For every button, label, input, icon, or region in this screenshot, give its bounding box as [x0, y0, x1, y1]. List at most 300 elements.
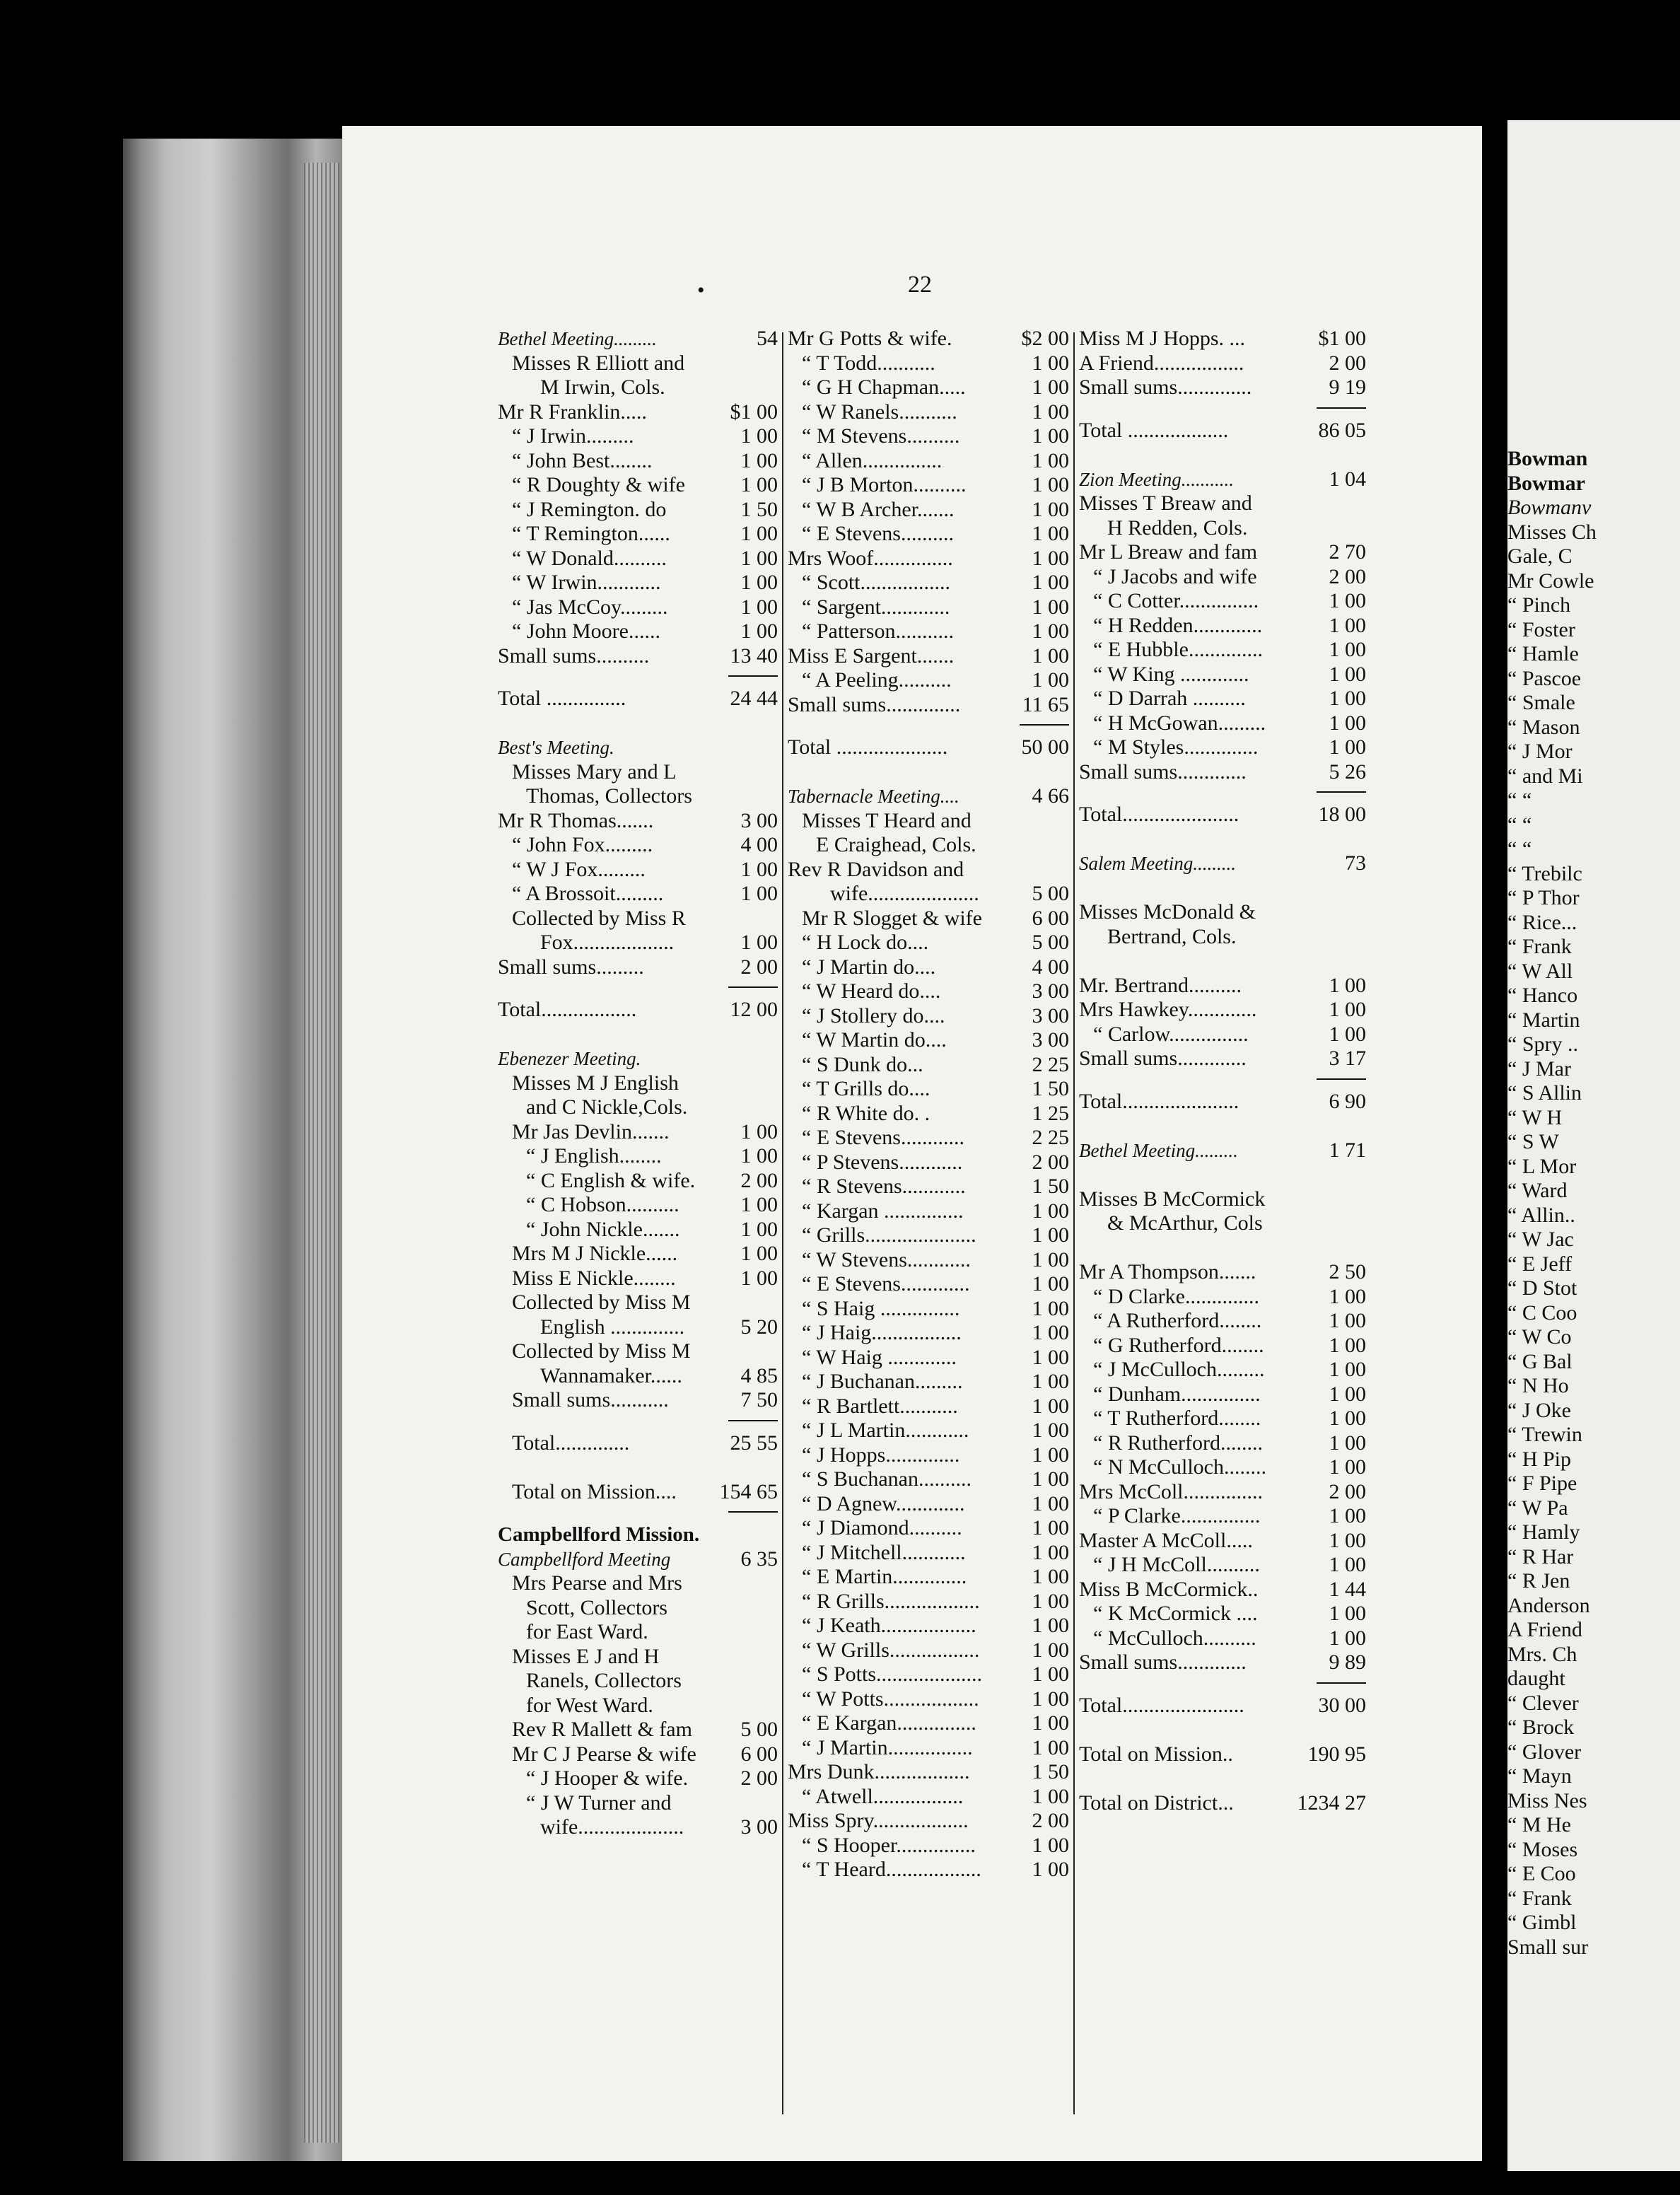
- entry-name: Small sums...........: [512, 1388, 669, 1411]
- ledger-line: [788, 735, 1069, 760]
- right-page-line: “ and Mi: [1507, 764, 1583, 788]
- ledger-line: [498, 424, 778, 449]
- ledger-line: [788, 522, 1069, 547]
- entry-amount: 190 95: [1307, 1742, 1366, 1766]
- entry-name: “ R Rutherford........: [1093, 1431, 1263, 1455]
- entry-amount: 1 00: [740, 1242, 778, 1265]
- ledger-line: [498, 1815, 778, 1840]
- ledger-line: [498, 1431, 778, 1456]
- right-page-line: “ Hamly: [1507, 1520, 1580, 1544]
- ledger-line: [498, 735, 778, 760]
- entry-amount: 1 00: [1329, 973, 1366, 997]
- ledger-line: [1079, 638, 1366, 663]
- entry-amount: [1363, 443, 1366, 467]
- entry-amount: 5 20: [740, 1315, 778, 1339]
- entry-name: wife.....................: [830, 882, 979, 905]
- entry-name: “ J L Martin............: [802, 1419, 969, 1442]
- ledger-line: [1079, 1602, 1366, 1626]
- entry-amount: [1066, 833, 1069, 858]
- ledger-line: [1079, 1553, 1366, 1578]
- spacer: [1079, 949, 1366, 974]
- entry-name: “ S Hooper...............: [802, 1833, 976, 1857]
- entry-amount: 1 00: [1329, 1333, 1366, 1357]
- ledger-line: [788, 571, 1069, 595]
- right-page-line: “ Pascoe: [1507, 666, 1582, 690]
- entry-name: Mr R Franklin.....: [498, 400, 647, 424]
- entry-name: [1079, 1236, 1363, 1261]
- entry-name: “ W Haig .............: [802, 1345, 957, 1369]
- ledger-line: [788, 1541, 1069, 1566]
- ledger-line: [498, 1364, 778, 1389]
- entry-name: [1079, 1114, 1363, 1139]
- ledger-line: [498, 1193, 778, 1218]
- entry-amount: 1 00: [1032, 1711, 1069, 1735]
- entry-name: Mr C J Pearse & wife: [512, 1742, 696, 1766]
- entry-amount: 1 00: [1032, 1516, 1069, 1539]
- ledger-line: [498, 1547, 778, 1572]
- ledger-line: [1079, 1742, 1366, 1767]
- spacer: [498, 1455, 778, 1480]
- ledger-line: [1079, 900, 1366, 925]
- right-page-line: “ Trewin: [1507, 1423, 1582, 1446]
- entry-name: Fox...................: [540, 931, 675, 954]
- entry-name: Small sums.............: [1079, 1650, 1247, 1674]
- entry-amount: 1 00: [1032, 424, 1069, 448]
- entry-name: “ John Moore......: [512, 619, 660, 643]
- ledger-line: [1079, 1650, 1366, 1675]
- ledger-line: [1079, 1407, 1366, 1431]
- ledger-line: [498, 1267, 778, 1291]
- right-page-line: “ L Mor: [1507, 1154, 1577, 1178]
- ledger-line: [788, 833, 1069, 858]
- entry-amount: 1 00: [1032, 1784, 1069, 1808]
- entry-name: “ McCulloch..........: [1093, 1626, 1256, 1650]
- ledger-line: [498, 1047, 778, 1071]
- ledger-line: [788, 1151, 1069, 1175]
- ledger-line: [1079, 1090, 1366, 1114]
- entry-amount: 1 44: [1329, 1577, 1366, 1601]
- entry-amount: 2 00: [1329, 351, 1366, 375]
- entry-amount: 1 00: [1032, 1663, 1069, 1686]
- ledger-line: [498, 955, 778, 980]
- entry-name: [1079, 1766, 1363, 1791]
- ledger-line: [788, 1419, 1069, 1443]
- entry-amount: 2 00: [1329, 1479, 1366, 1503]
- entry-name: [498, 1504, 728, 1522]
- entry-amount: 1 00: [1032, 1614, 1069, 1637]
- ledger-line: [788, 668, 1069, 693]
- entry-name: Mr A Thompson.......: [1079, 1260, 1256, 1283]
- ledger-line: [498, 833, 778, 858]
- entry-amount: [775, 1047, 778, 1071]
- entry-amount: [775, 375, 778, 400]
- entry-amount: 9 19: [1329, 375, 1366, 399]
- entry-amount: 73: [1345, 851, 1366, 875]
- entry-name: “ N McCulloch........: [1093, 1455, 1266, 1479]
- entry-amount: 1 00: [740, 619, 778, 643]
- entry-amount: 1 00: [740, 448, 778, 472]
- entry-amount: [775, 1071, 778, 1096]
- ledger-line: [1079, 1309, 1366, 1334]
- right-page-line: “ Smale: [1507, 691, 1575, 714]
- entry-name: Salem Meeting.........: [1079, 853, 1236, 874]
- ledger-line: [1079, 760, 1366, 785]
- right-page-line: “ Frank: [1507, 1886, 1572, 1910]
- entry-amount: 5 26: [1329, 759, 1366, 784]
- entry-amount: 13 40: [730, 644, 778, 668]
- column-divider-2: [1073, 332, 1075, 2114]
- entry-amount: 1 00: [1329, 1431, 1366, 1455]
- spacer: [1079, 1163, 1366, 1187]
- entry-amount: [775, 1291, 778, 1315]
- entry-amount: 1 00: [1032, 1491, 1069, 1515]
- entry-amount: 1 00: [1032, 1858, 1069, 1881]
- entry-name: E Craighead, Cols.: [816, 833, 976, 856]
- rule-line: [1317, 1078, 1366, 1080]
- entry-name: Small sums..........: [498, 644, 650, 668]
- right-page-line: “ D Stot: [1507, 1276, 1577, 1300]
- entry-name: [498, 668, 728, 687]
- entry-name: “ E Stevens............: [802, 1126, 964, 1149]
- entry-name: [788, 717, 1020, 735]
- ledger-line: [788, 931, 1069, 955]
- entry-amount: 6 00: [1032, 906, 1069, 930]
- entry-amount: [1363, 1187, 1366, 1212]
- entry-name: “ S Potts....................: [802, 1663, 983, 1686]
- entry-amount: 1 50: [1032, 1760, 1069, 1783]
- entry-name: Tabernacle Meeting....: [788, 786, 959, 807]
- ledger-line: [788, 1492, 1069, 1517]
- ledger-line: [1079, 735, 1366, 760]
- page-stack-texture: [304, 163, 339, 2143]
- entry-name: “ H Redden.............: [1093, 613, 1263, 637]
- ledger-line: [498, 375, 778, 400]
- spacer: [1079, 827, 1366, 852]
- ledger-line: [788, 1516, 1069, 1541]
- entry-amount: 1 00: [1032, 1419, 1069, 1442]
- entry-name: “ T Heard..................: [802, 1858, 981, 1881]
- entry-name: Mrs Dunk..................: [788, 1760, 970, 1783]
- entry-name: “ W Ranels...........: [802, 400, 957, 424]
- entry-name: “ P Stevens............: [802, 1150, 963, 1174]
- entry-amount: 1 00: [1032, 571, 1069, 594]
- entry-name: Rev R Mallett & fam: [512, 1718, 692, 1741]
- entry-amount: 1234 27: [1297, 1791, 1366, 1815]
- entry-amount: [1363, 949, 1366, 974]
- entry-amount: $1 00: [1318, 327, 1366, 350]
- entry-amount: 1 00: [1032, 1370, 1069, 1393]
- right-page-line: “ Frank: [1507, 935, 1572, 958]
- entry-amount: 1 00: [1032, 1223, 1069, 1247]
- ledger-line: [498, 547, 778, 571]
- entry-name: “ J W Turner and: [526, 1791, 672, 1815]
- ledger-line: [788, 1053, 1069, 1078]
- entry-name: “ C Cotter...............: [1093, 589, 1259, 612]
- right-page-line: “ Moses: [1507, 1837, 1578, 1861]
- entry-amount: [775, 1596, 778, 1621]
- entry-name: “ J English........: [526, 1144, 662, 1168]
- entry-amount: 4 00: [740, 833, 778, 856]
- entry-amount: 2 00: [740, 1168, 778, 1192]
- entry-amount: 1 00: [1329, 1022, 1366, 1046]
- entry-amount: 6 00: [740, 1742, 778, 1766]
- entry-amount: 1 00: [1032, 1394, 1069, 1418]
- ledger-line: [788, 424, 1069, 449]
- entry-amount: 1 00: [740, 595, 778, 619]
- entry-amount: [1066, 858, 1069, 883]
- entry-name: “ E Stevens..........: [802, 522, 954, 545]
- ledger-line: [1079, 1260, 1366, 1285]
- entry-amount: 1 71: [1329, 1138, 1366, 1162]
- ledger-line: [1079, 1694, 1366, 1718]
- entry-amount: [1363, 827, 1366, 852]
- ledger-line: [1079, 1285, 1366, 1310]
- entry-amount: 1 00: [1032, 1565, 1069, 1588]
- entry-name: for West Ward.: [526, 1693, 653, 1717]
- entry-name: “ J McCulloch.........: [1093, 1358, 1265, 1381]
- ledger-line: [788, 498, 1069, 523]
- entry-amount: 1 00: [740, 857, 778, 881]
- ledger-line: [1079, 1047, 1366, 1071]
- ledger-line: [788, 327, 1069, 351]
- entry-name: [1079, 1071, 1317, 1090]
- entry-amount: 1 00: [1329, 998, 1366, 1021]
- ledger-line: [1079, 1480, 1366, 1505]
- entry-name: “ J Martin do....: [802, 955, 936, 979]
- entry-amount: 2 25: [1032, 1126, 1069, 1149]
- entry-amount: 1 00: [1032, 619, 1069, 643]
- right-page-line: “ Foster: [1507, 617, 1575, 641]
- rule-line: [728, 986, 778, 988]
- entry-name: Total.......................: [1079, 1693, 1244, 1717]
- entry-amount: 1 00: [1329, 1407, 1366, 1430]
- ledger-line: [788, 1297, 1069, 1322]
- entry-name: Ebenezer Meeting.: [498, 1048, 641, 1069]
- entry-amount: 2 00: [740, 1766, 778, 1790]
- spacer: [1079, 1718, 1366, 1742]
- entry-amount: 2 70: [1329, 540, 1366, 564]
- entry-amount: 1 00: [1329, 613, 1366, 637]
- right-page-line: “ G Bal: [1507, 1349, 1573, 1373]
- entry-name: “ W B Archer.......: [802, 497, 955, 521]
- right-page-line: “ Allin..: [1507, 1203, 1575, 1227]
- ledger-line: [1079, 540, 1366, 565]
- ledger-line: [788, 1102, 1069, 1126]
- right-page-line: “ J Oke: [1507, 1398, 1571, 1422]
- ledger-line: [498, 522, 778, 547]
- right-page-line: “ W Jac: [1507, 1228, 1574, 1251]
- entry-amount: 3 00: [740, 1815, 778, 1839]
- ledger-line: [788, 1638, 1069, 1663]
- ledger-line: [498, 907, 778, 931]
- entry-amount: 2 00: [1032, 1150, 1069, 1174]
- entry-name: “ W J Fox.........: [512, 857, 646, 881]
- entry-name: [1079, 949, 1363, 974]
- entry-amount: 1 00: [1032, 448, 1069, 472]
- ledger-line: [788, 1711, 1069, 1736]
- entry-name: “ C Hobson..........: [526, 1193, 679, 1216]
- right-page-line: daught: [1507, 1667, 1565, 1690]
- right-page-line: Miss Nes: [1507, 1788, 1587, 1812]
- entry-name: “ T Rutherford........: [1093, 1407, 1261, 1430]
- ledger-line: [788, 858, 1069, 883]
- entry-amount: 1 00: [1032, 1589, 1069, 1613]
- entry-amount: 86 05: [1318, 418, 1366, 442]
- ledger-line: [1079, 998, 1366, 1023]
- entry-name: Bertrand, Cols.: [1107, 924, 1237, 948]
- ledger-line: [498, 1388, 778, 1413]
- entry-amount: 5 00: [1032, 931, 1069, 954]
- entry-name: Miss Spry..................: [788, 1809, 969, 1832]
- right-page-line: “ Gimbl: [1507, 1911, 1577, 1934]
- entry-name: “ T Grills do....: [802, 1077, 931, 1100]
- entry-name: Mr. Bertrand..........: [1079, 973, 1242, 997]
- entry-amount: 2 00: [1032, 1809, 1069, 1832]
- entry-name: “ J Mitchell............: [802, 1540, 966, 1564]
- entry-amount: [775, 907, 778, 931]
- entry-name: “ W Grills.................: [802, 1638, 980, 1662]
- total-rule: [1079, 400, 1366, 419]
- ledger-line: [498, 1694, 778, 1718]
- ledger-line: [788, 375, 1069, 400]
- right-page-line: “ S Allin: [1507, 1081, 1582, 1105]
- right-page-line: Bowmar: [1507, 471, 1585, 495]
- entry-amount: 3 00: [740, 808, 778, 832]
- ledger-line: [788, 1370, 1069, 1395]
- entry-name: “ Sargent.............: [802, 595, 950, 619]
- entry-name: “ E Kargan...............: [802, 1711, 976, 1735]
- entry-name: “ J Martin................: [802, 1735, 973, 1759]
- entry-name: Misses R Elliott and: [512, 351, 685, 375]
- entry-amount: 2 00: [740, 955, 778, 979]
- entry-name: “ D Darrah ..........: [1093, 687, 1246, 710]
- right-page-line: “ W Co: [1507, 1325, 1572, 1349]
- ledger-line: [788, 547, 1069, 571]
- right-page-line: “ R Jen: [1507, 1569, 1570, 1593]
- ledger-line: [1079, 614, 1366, 639]
- entry-amount: 1 00: [1032, 1443, 1069, 1467]
- entry-name: “ J Jacobs and wife: [1093, 564, 1257, 588]
- entry-amount: [1363, 925, 1366, 950]
- entry-name: “ M Styles..............: [1093, 735, 1259, 759]
- right-page-line: “ “: [1507, 837, 1532, 861]
- ledger-line: [1079, 1187, 1366, 1212]
- right-page-line: “ Ward: [1507, 1179, 1568, 1202]
- ledger-line: [1079, 516, 1366, 541]
- entry-name: Misses T Breaw and: [1079, 491, 1252, 515]
- ledger-line: [788, 400, 1069, 425]
- entry-amount: [1363, 491, 1366, 516]
- entry-amount: 3 00: [1032, 1003, 1069, 1027]
- entry-name: [1079, 1675, 1317, 1694]
- entry-amount: 1 00: [1329, 1504, 1366, 1527]
- spacer: [1079, 876, 1366, 901]
- ledger-line: [498, 1620, 778, 1645]
- ledger-line: [1079, 375, 1366, 400]
- entry-name: “ Scott.................: [802, 571, 950, 594]
- entry-name: Small sums.........: [498, 955, 644, 979]
- entry-name: [498, 1023, 775, 1047]
- entry-amount: 1 00: [1329, 1284, 1366, 1308]
- entry-amount: 1 00: [1032, 1199, 1069, 1223]
- entry-name: [498, 1413, 728, 1431]
- entry-name: “ D Clarke..............: [1093, 1284, 1259, 1308]
- entry-name: “ J H McColl..........: [1093, 1553, 1260, 1576]
- entry-amount: 6 90: [1329, 1089, 1366, 1113]
- entry-name: “ W Heard do....: [802, 979, 941, 1003]
- entry-name: “ Kargan ...............: [802, 1199, 964, 1223]
- ledger-line: [1079, 974, 1366, 998]
- entry-name: “ J Hooper & wife.: [526, 1766, 689, 1790]
- entry-amount: 1 00: [740, 931, 778, 954]
- entry-name: Collected by Miss R: [512, 906, 686, 930]
- entry-name: for East Ward.: [526, 1620, 648, 1643]
- ledger-line: [1079, 1431, 1366, 1456]
- entry-amount: 1 00: [1032, 351, 1069, 375]
- entry-amount: [1363, 1211, 1366, 1236]
- right-page-line: “ H Pip: [1507, 1447, 1571, 1471]
- entry-name: Mrs Woof...............: [788, 546, 953, 570]
- entry-name: Total ...................: [1079, 418, 1229, 442]
- ledger-line: [1079, 1358, 1366, 1382]
- ledger-line: [788, 1663, 1069, 1687]
- entry-name: Collected by Miss M: [512, 1291, 691, 1314]
- entry-name: “ John Fox.........: [512, 833, 653, 856]
- entry-name: Mr R Slogget & wife: [802, 906, 982, 930]
- entry-name: [1079, 876, 1363, 901]
- ledger-line: [788, 644, 1069, 669]
- right-page-line: “ “: [1507, 813, 1532, 837]
- entry-amount: 5 00: [1032, 882, 1069, 905]
- entry-amount: [775, 1620, 778, 1645]
- ledger-line: [498, 327, 778, 351]
- ledger-line: [498, 687, 778, 711]
- ledger-line: [498, 1791, 778, 1816]
- spacer: [1079, 1236, 1366, 1261]
- right-page-line: A Friend: [1507, 1618, 1582, 1641]
- column-2: [788, 327, 1069, 1882]
- entry-name: “ G Rutherford........: [1093, 1333, 1264, 1357]
- spacer: [788, 760, 1069, 785]
- ledger-line: [788, 1126, 1069, 1151]
- entry-amount: $2 00: [1021, 327, 1069, 350]
- ledger-line: [1079, 663, 1366, 687]
- entry-name: Wannamaker......: [540, 1363, 682, 1387]
- entry-name: “ W Irwin............: [512, 571, 661, 594]
- entry-amount: [775, 1694, 778, 1718]
- ledger-line: [498, 473, 778, 498]
- ledger-line: [788, 1223, 1069, 1248]
- entry-name: Master A McColl.....: [1079, 1528, 1253, 1552]
- entry-name: “ T Todd...........: [802, 351, 935, 375]
- entry-amount: 1 00: [740, 1193, 778, 1216]
- rule-line: [728, 675, 778, 677]
- ledger-line: [1079, 711, 1366, 736]
- entry-name: “ W Stevens............: [802, 1247, 971, 1271]
- right-page-line: Misses Ch: [1507, 520, 1597, 544]
- ledger-line: [1079, 589, 1366, 614]
- entry-amount: 1 00: [740, 1144, 778, 1168]
- entry-name: Campbellford Meeting: [498, 1548, 671, 1570]
- ledger-line: [498, 1071, 778, 1096]
- entry-amount: 24 44: [730, 687, 778, 710]
- entry-name: Miss M J Hopps. ...: [1079, 327, 1246, 350]
- entry-amount: [775, 1339, 778, 1364]
- ledger-line: [788, 1834, 1069, 1858]
- right-page-line: “ “: [1507, 788, 1532, 812]
- entry-amount: 1 00: [1329, 589, 1366, 612]
- entry-name: “ J Irwin.........: [512, 424, 634, 448]
